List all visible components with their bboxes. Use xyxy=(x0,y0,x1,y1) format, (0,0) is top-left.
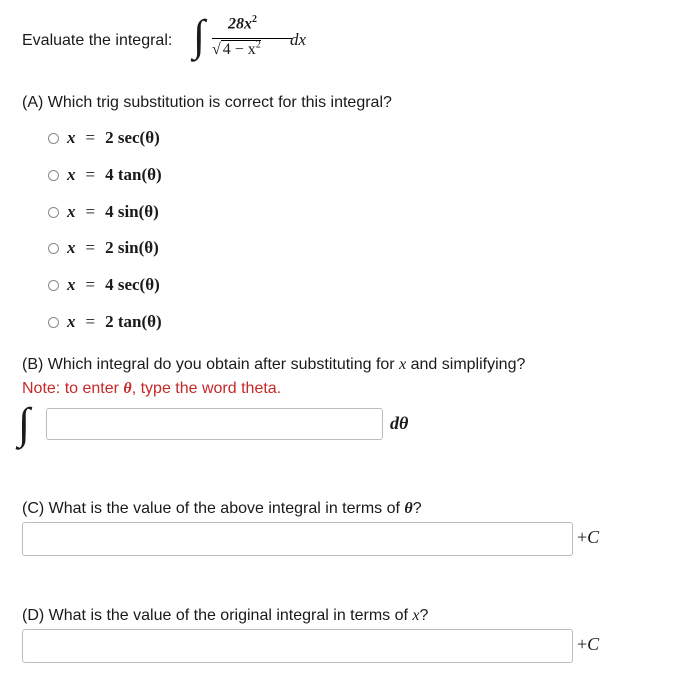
option-2[interactable] xyxy=(48,163,162,187)
prompt-text: Evaluate the integral: xyxy=(22,32,173,49)
radio-button[interactable] xyxy=(48,280,59,291)
fraction-bar xyxy=(212,38,292,39)
option-5[interactable] xyxy=(48,273,160,297)
question-b: (B) Which integral do you obtain after substituting for x and simplifying? xyxy=(22,356,526,373)
option-4[interactable] xyxy=(48,236,159,260)
radio-button[interactable] xyxy=(48,170,59,181)
option-6[interactable] xyxy=(48,310,162,334)
option-label: x = 2 tan(θ) xyxy=(67,312,162,331)
integrand-denominator: √ $4 - x^2$ xyxy=(212,40,261,59)
answer-input-c[interactable] xyxy=(22,522,573,556)
integrand-numerator: $28x^2$ xyxy=(228,14,257,33)
option-label: x = 4 sec(θ) xyxy=(67,275,160,294)
answer-input-b[interactable] xyxy=(46,408,383,440)
radio-button[interactable] xyxy=(48,243,59,254)
d-theta-suffix: dθ xyxy=(390,413,409,433)
plus-c-suffix: +C xyxy=(577,634,600,654)
answer-input-d[interactable] xyxy=(22,629,573,663)
option-3[interactable] xyxy=(48,200,159,224)
option-label: x = 2 sin(θ) xyxy=(67,238,159,257)
integral-sign-b: ∫ xyxy=(18,399,31,448)
option-label: x = 2 sec(θ) xyxy=(67,128,160,147)
note-theta: Note: to enter θ, type the word theta. xyxy=(22,380,282,397)
plus-c-suffix: +C xyxy=(577,527,600,547)
question-a: (A) Which trig substitution is correct for this integral? xyxy=(22,94,392,111)
option-label: x = 4 sin(θ) xyxy=(67,202,159,221)
differential-dx: dx xyxy=(290,30,307,49)
radio-button[interactable] xyxy=(48,317,59,328)
radio-button[interactable] xyxy=(48,133,59,144)
option-1[interactable] xyxy=(48,126,160,150)
integral-sign: ∫ xyxy=(193,11,206,60)
question-d: (D) What is the value of the original integral in terms of x? xyxy=(22,607,429,624)
option-label: x = 4 tan(θ) xyxy=(67,165,162,184)
radio-button[interactable] xyxy=(48,207,59,218)
question-c: (C) What is the value of the above integral in terms of θ? xyxy=(22,500,422,517)
